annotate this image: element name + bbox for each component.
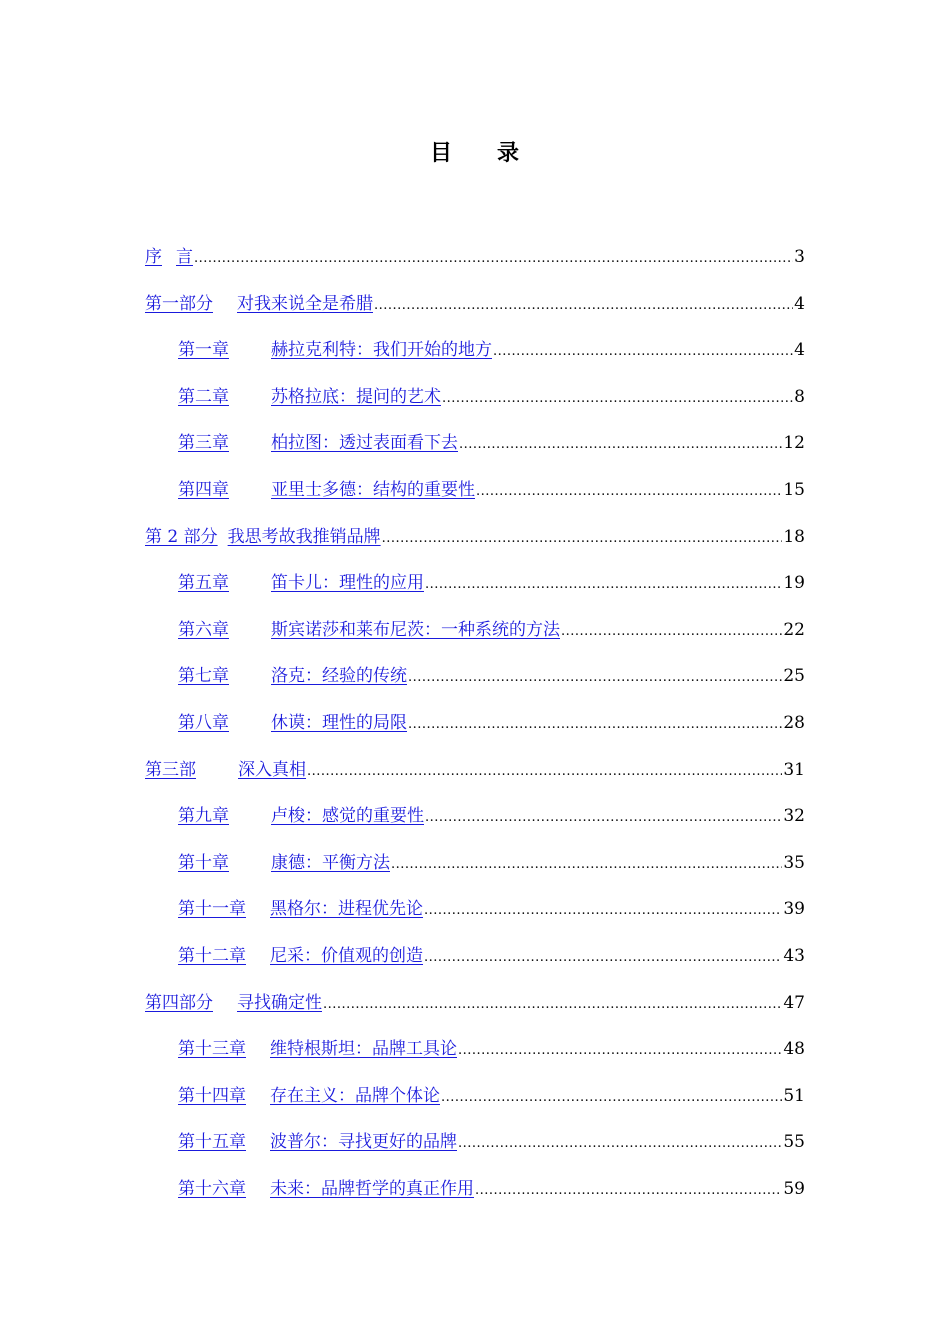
toc-entry[interactable] bbox=[178, 943, 805, 969]
dot-leader bbox=[424, 898, 782, 924]
toc-entry-link[interactable] bbox=[178, 337, 492, 363]
dot-leader bbox=[408, 665, 782, 691]
toc-entry-link[interactable] bbox=[145, 990, 322, 1016]
toc-entry-page-number: 4 bbox=[794, 293, 805, 314]
toc-entry-link[interactable] bbox=[178, 710, 407, 736]
dot-leader bbox=[441, 1085, 782, 1111]
toc-entry[interactable] bbox=[178, 896, 805, 922]
toc-entry-title: 洛克：经验的传统 bbox=[271, 666, 407, 687]
toc-entry-number: 第三章 bbox=[178, 433, 229, 454]
toc-entry-link[interactable] bbox=[145, 524, 381, 550]
toc-title-left: 目 bbox=[429, 140, 453, 166]
toc-entry-page-number: 48 bbox=[783, 1039, 805, 1060]
toc-entry-number: 第一部分 bbox=[145, 293, 213, 314]
toc-entry-page-number: 35 bbox=[783, 852, 805, 873]
toc-entry-link[interactable] bbox=[178, 943, 423, 969]
toc-entry-page-number: 25 bbox=[783, 666, 805, 687]
toc-entry-title: 黑格尔：进程优先论 bbox=[270, 899, 423, 920]
toc-entry-link[interactable] bbox=[178, 1083, 440, 1109]
dot-leader bbox=[458, 1131, 782, 1157]
toc-entry-title: 康德：平衡方法 bbox=[271, 852, 390, 873]
toc-entry-number: 第十四章 bbox=[178, 1085, 246, 1106]
toc-entry-link[interactable] bbox=[178, 803, 424, 829]
dot-leader bbox=[382, 526, 783, 552]
dot-leader bbox=[493, 339, 793, 365]
toc-entry-page-number: 55 bbox=[783, 1132, 805, 1153]
toc-entry-title: 尼采：价值观的创造 bbox=[270, 946, 423, 966]
toc-entry-link[interactable] bbox=[145, 291, 373, 317]
toc-entry-link[interactable] bbox=[178, 663, 407, 689]
dot-leader bbox=[424, 945, 782, 971]
dot-leader bbox=[476, 479, 782, 505]
toc-entry-page-number: 22 bbox=[783, 619, 805, 640]
toc-entry-number: 第九章 bbox=[178, 806, 229, 827]
toc-entry[interactable] bbox=[178, 1129, 805, 1155]
toc-entry-number: 第三部 bbox=[145, 759, 196, 780]
toc-entry-title: 对我来说全是希腊 bbox=[237, 293, 373, 314]
toc-entry-link[interactable] bbox=[178, 896, 423, 922]
toc-entry-page-number: 12 bbox=[783, 433, 805, 454]
toc-entry[interactable] bbox=[178, 710, 805, 736]
toc-entry-page-number: 8 bbox=[794, 386, 805, 407]
toc-entry-page-number: 4 bbox=[794, 340, 805, 361]
dot-leader bbox=[458, 1038, 782, 1064]
dot-leader bbox=[323, 992, 782, 1018]
dot-leader bbox=[307, 759, 782, 785]
toc-entry-link[interactable] bbox=[145, 244, 193, 270]
toc-entry-link[interactable] bbox=[145, 757, 306, 783]
toc-entry[interactable] bbox=[145, 990, 805, 1016]
toc-entry[interactable] bbox=[178, 570, 805, 596]
toc-entry-link[interactable] bbox=[178, 570, 424, 596]
toc-entry-number: 第十一章 bbox=[178, 899, 246, 920]
toc-entry-page-number: 39 bbox=[783, 899, 805, 920]
toc-entry[interactable] bbox=[178, 1083, 805, 1109]
dot-leader bbox=[442, 386, 793, 412]
toc-entry-title: 波普尔：寻找更好的品牌 bbox=[270, 1132, 457, 1153]
toc-entry-number: 第十六章 bbox=[178, 1179, 246, 1199]
toc-entry-link[interactable] bbox=[178, 1129, 457, 1155]
dot-leader bbox=[425, 572, 782, 598]
toc-entry-title: 休谟：理性的局限 bbox=[271, 713, 407, 733]
toc-entry-title: 寻找确定性 bbox=[237, 992, 322, 1013]
toc-entry[interactable] bbox=[178, 337, 805, 363]
toc-entry-number: 第四部分 bbox=[145, 992, 213, 1013]
dot-leader bbox=[459, 432, 782, 458]
dot-leader bbox=[475, 1178, 782, 1204]
toc-entry[interactable] bbox=[178, 803, 805, 829]
dot-leader bbox=[408, 712, 782, 738]
toc-entry-link[interactable] bbox=[178, 384, 441, 410]
toc-entry-number: 第十章 bbox=[178, 852, 229, 873]
toc-entry-link[interactable] bbox=[178, 1036, 457, 1062]
toc-entry-number: 第十三章 bbox=[178, 1039, 246, 1060]
toc-entry-number: 第二章 bbox=[178, 386, 229, 407]
toc-entry-page-number: 59 bbox=[783, 1179, 805, 1199]
toc-entry-title: 斯宾诺莎和莱布尼茨：一种系统的方法 bbox=[271, 619, 560, 640]
toc-entry-number: 第八章 bbox=[178, 713, 229, 733]
dot-leader bbox=[561, 619, 782, 645]
toc-entry[interactable] bbox=[178, 430, 805, 456]
toc-entry-number: 第十五章 bbox=[178, 1132, 246, 1153]
toc-entry-link[interactable] bbox=[178, 617, 560, 643]
toc-entry-title: 笛卡儿：理性的应用 bbox=[271, 573, 424, 594]
toc-entry-link[interactable] bbox=[178, 430, 458, 456]
toc-title-right: 录 bbox=[497, 140, 521, 166]
toc-entry-title: 我思考故我推销品牌 bbox=[227, 526, 381, 547]
toc-title bbox=[0, 136, 950, 167]
toc-entry-number: 第一章 bbox=[178, 340, 229, 361]
dot-leader bbox=[194, 246, 793, 272]
toc-entry-title: 苏格拉底：提问的艺术 bbox=[271, 386, 441, 407]
toc-entry-title: 维特根斯坦：品牌工具论 bbox=[270, 1039, 457, 1060]
toc-entry-title: 存在主义：品牌个体论 bbox=[270, 1085, 440, 1106]
toc-entry-title: 未来：品牌哲学的真正作用 bbox=[270, 1179, 474, 1199]
toc-entry-title: 亚里士多德：结构的重要性 bbox=[271, 480, 475, 500]
toc-entry-page-number: 15 bbox=[783, 480, 805, 500]
toc-entry-number: 第四章 bbox=[178, 480, 229, 500]
toc-entry-page-number: 19 bbox=[783, 573, 805, 594]
toc-entry[interactable] bbox=[178, 1176, 805, 1202]
toc-entry-link[interactable] bbox=[178, 850, 390, 876]
toc-entry[interactable] bbox=[145, 757, 805, 783]
toc-entry-number: 第七章 bbox=[178, 666, 229, 687]
toc-entry-number: 第十二章 bbox=[178, 946, 246, 966]
toc-entry-page-number: 32 bbox=[783, 806, 805, 827]
toc-entry-page-number: 51 bbox=[783, 1085, 805, 1106]
toc-entry-page-number: 31 bbox=[783, 759, 805, 780]
toc-entry-page-number: 28 bbox=[783, 713, 805, 733]
toc-entry-page-number: 3 bbox=[794, 247, 805, 267]
toc-entry-title: 言 bbox=[176, 247, 193, 267]
toc-entry[interactable] bbox=[178, 850, 805, 876]
toc-entry-page-number: 43 bbox=[783, 946, 805, 966]
toc-entry[interactable] bbox=[178, 384, 805, 410]
toc-entry-number: 第六章 bbox=[178, 619, 229, 640]
toc-entry[interactable] bbox=[145, 524, 805, 550]
dot-leader bbox=[374, 293, 793, 319]
toc-entry-number: 第 2 部分 bbox=[145, 526, 218, 547]
toc-entry[interactable] bbox=[178, 477, 805, 503]
toc-entry-title: 柏拉图：透过表面看下去 bbox=[271, 433, 458, 454]
toc-entry-page-number: 47 bbox=[783, 992, 805, 1013]
toc-entry-title: 卢梭：感觉的重要性 bbox=[271, 806, 424, 827]
toc-entry-link[interactable] bbox=[178, 1176, 474, 1202]
toc-entry-number: 序 bbox=[145, 247, 162, 267]
toc-entry-link[interactable] bbox=[178, 477, 475, 503]
toc-entry-title: 深入真相 bbox=[238, 759, 306, 780]
toc-entry-title: 赫拉克利特：我们开始的地方 bbox=[271, 340, 492, 361]
toc-entry[interactable] bbox=[178, 617, 805, 643]
toc-entry[interactable] bbox=[178, 1036, 805, 1062]
toc-entry[interactable] bbox=[178, 663, 805, 689]
toc-entry[interactable] bbox=[145, 244, 805, 270]
dot-leader bbox=[391, 852, 782, 878]
toc-entry-page-number: 18 bbox=[783, 526, 805, 547]
toc-entry[interactable] bbox=[145, 291, 805, 317]
dot-leader bbox=[425, 805, 782, 831]
toc-entry-number: 第五章 bbox=[178, 573, 229, 594]
